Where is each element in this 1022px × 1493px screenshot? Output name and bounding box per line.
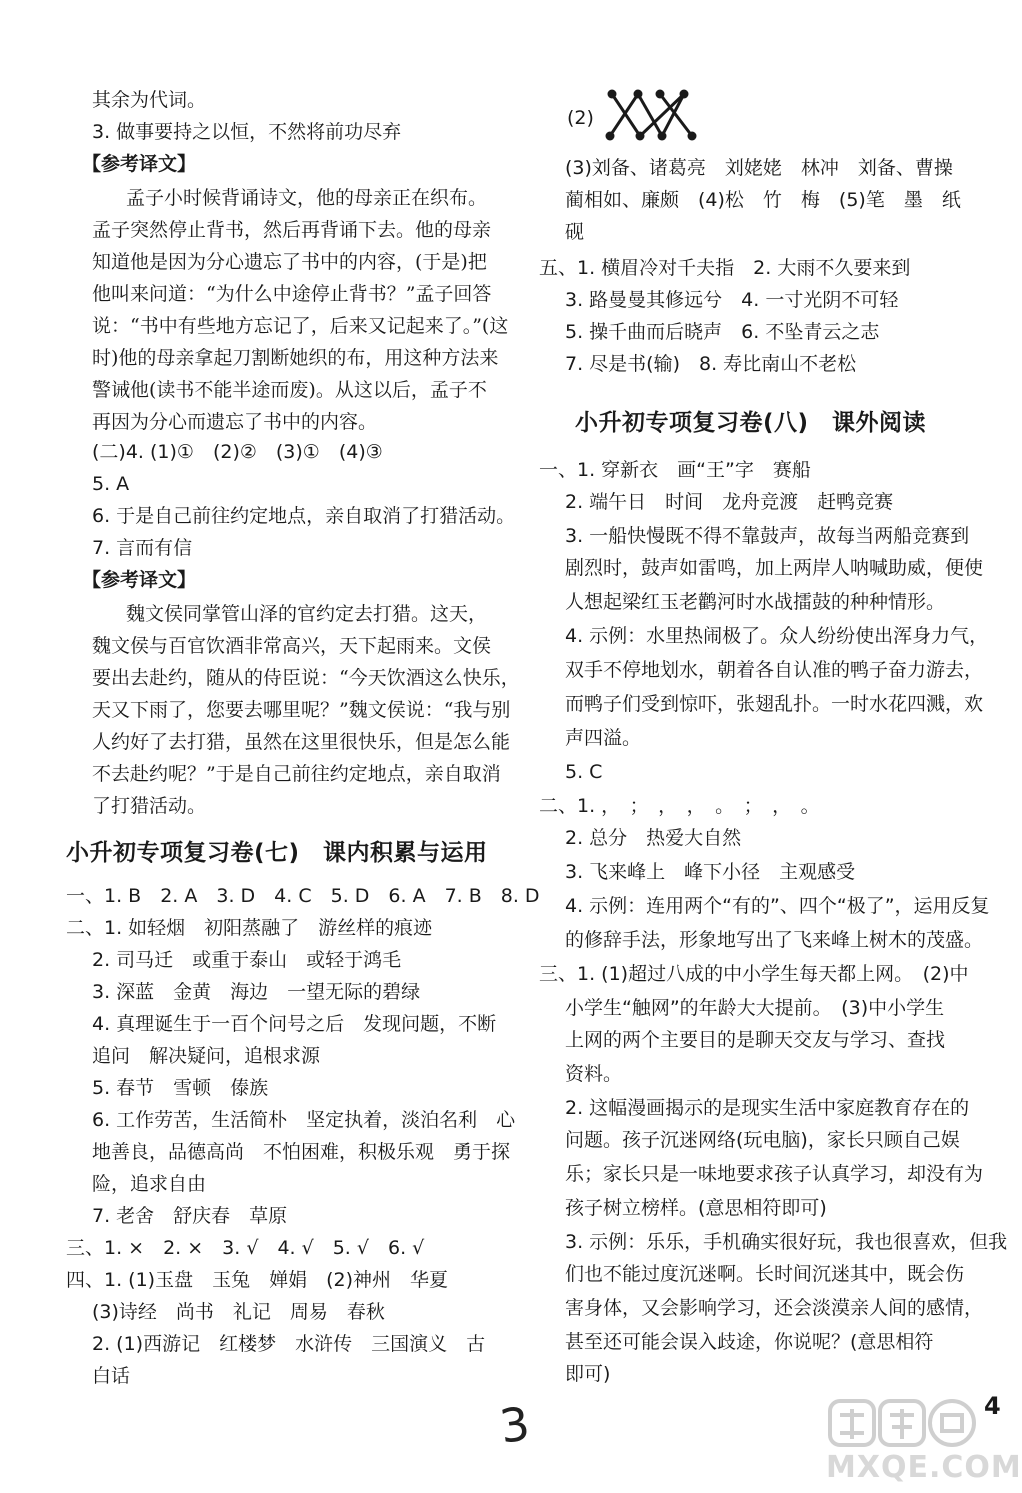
answer-line: 二、1. ， ； ， ， 。 ； ， 。 [539,795,820,817]
reference-translation-label: 【参考译文】 [82,569,197,591]
answer-line: (3)刘备、诸葛亮 刘姥姥 林冲 刘备、曹操 [565,157,953,179]
answer-line: 地善良，品德高尚 不怕困难，积极乐观 勇于探 [92,1141,511,1163]
answer-line: 4. 示例：连用两个“有的”、四个“极了”，运用反复 [565,895,990,917]
answer-line: 小学生“触网”的年龄大大提前。 (3)中小学生 [565,997,945,1019]
answer-line: 3. 深蓝 金黄 海边 一望无际的碧绿 [92,981,421,1003]
answer-line: 问题。孩子沉迷网络(玩电脑)，家长只顾自己娱 [565,1129,960,1151]
translation-line: 天又下雨了，您要去哪里呢？”魏文侯说：“我与别 [92,699,511,721]
answer-line: 5. A [92,473,130,495]
answer-line: 一、1. 穿新衣 画“王”字 赛船 [539,459,811,481]
translation-line: 魏文侯同掌管山泽的官约定去打猎。这天， [126,603,488,625]
answer-line: 4. 真理诞生于一百个问号之后 发现问题，不断 [92,1013,497,1035]
translation-line: 要出去赴约，随从的侍臣说：“今天饮酒这么快乐， [92,667,520,689]
answer-line: 的修辞手法，形象地写出了飞来峰上树木的茂盛。 [565,929,984,951]
answer-line: 害身体，又会影响学习，还会淡漠亲人间的感情， [565,1297,984,1319]
answer-line: 白话 [92,1365,131,1387]
answer-line: (二)4. (1)① (2)② (3)① (4)③ [92,441,383,463]
translation-line: 魏文侯与百官饮酒非常高兴，天下起雨来。文侯 [92,635,492,657]
answer-line: 5. C [565,761,603,783]
answer-line: 孩子树立榜样。(意思相符即可) [565,1197,827,1219]
translation-line: 他叫来问道：“为什么中途停止背书？”孟子回答 [92,283,492,305]
answer-line: 二、1. 如轻烟 初阳蒸融了 游丝样的痕迹 [66,917,433,939]
translation-line: 警诫他(读书不能半途而废)。从这以后，孟子不 [92,379,487,401]
answer-line: 3. 一船快慢既不得不靠鼓声，故每当两船竞赛到 [565,525,970,547]
answer-line: 剧烈时，鼓声如雷鸣，加上两岸人呐喊助威，便使 [565,557,984,579]
answer-line: 2. 这幅漫画揭示的是现实生活中家庭教育存在的 [565,1097,970,1119]
answer-line: 2. 端午日 时间 龙舟竞渡 赶鸭竞赛 [565,491,894,513]
answer-line: 7. 老舍 舒庆春 草原 [92,1205,288,1227]
answer-line: 而鸭子们受到惊吓，张翅乱扑。一时水花四溅，欢 [565,693,984,715]
answer-line: 6. 于是自己前往约定地点，亲自取消了打猎活动。 [92,505,516,527]
answer-line: 7. 言而有信 [92,537,193,559]
answer-line: 2. 司马迁 或重于泰山 或轻于鸿毛 [92,949,402,971]
watermark-logo-icon [828,1395,978,1451]
translation-line: 说：“书中有些地方忘记了，后来又记起来了。”(这 [92,315,509,337]
answer-line: 6. 工作劳苦，生活简朴 坚定执着，淡泊名利 心 [92,1109,516,1131]
answer-line: 声四溢。 [565,727,642,749]
answer-line: 双手不停地划水，朝着各自认准的鸭子奋力游去， [565,659,984,681]
answer-line: 一、1. B 2. A 3. D 4. C 5. D 6. A 7. B 8. D [66,885,540,907]
text-line: 其余为代词。 [92,89,207,111]
answer-line: 5. 春节 雪顿 傣族 [92,1077,269,1099]
translation-line: 时)他的母亲拿起刀割断她织的布，用这种方法来 [92,347,499,369]
answer-line: 甚至还可能会误入歧途，你说呢？(意思相符 [565,1331,934,1353]
section-title-7: 小升初专项复习卷(七) 课内积累与运用 [66,840,488,866]
answer-line: 3. 路曼曼其修远兮 4. 一寸光阴不可轻 [565,289,899,311]
answer-line: 们也不能过度沉迷啊。长时间沉迷其中，既会伤 [565,1263,965,1285]
answer-line: 蔺相如、廉颇 (4)松 竹 梅 (5)笔 墨 纸 [565,189,961,211]
matching-label: (2) [567,107,594,129]
translation-line: 再因为分心而遗忘了书中的内容。 [92,411,378,433]
answer-line: 人想起梁红玉老鹳河时水战擂鼓的种种情形。 [565,591,946,613]
answer-line: 三、1. × 2. × 3. √ 4. √ 5. √ 6. √ [66,1237,425,1259]
translation-line: 知道他是因为分心遗忘了书中的内容，(于是)把 [92,251,487,273]
answer-line: 7. 尽是书(输) 8. 寿比南山不老松 [565,353,857,375]
answer-line: 3. 飞来峰上 峰下小径 主观感受 [565,861,856,883]
section-title-8: 小升初专项复习卷(八) 课外阅读 [575,410,927,436]
translation-line: 孟子小时候背诵诗文，他的母亲正在织布。 [126,187,488,209]
answer-line: 3. 做事要持之以恒，不然将前功尽弃 [92,121,402,143]
answer-line: 4. 示例：水里热闹极了。众人纷纷使出浑身力气， [565,625,989,647]
matching-lines-diagram [602,88,712,144]
answer-line: 五、1. 横眉冷对千夫指 2. 大雨不久要来到 [539,257,911,279]
answer-line: 砚 [565,221,585,243]
answer-line: 3. 示例：乐乐，手机确实很好玩，我也很喜欢，但我 [565,1231,1008,1253]
translation-line: 不去赴约呢？”于是自己前往约定地点，亲自取消 [92,763,501,785]
page-number: 4 [984,1392,1001,1420]
answer-line: 资料。 [565,1063,623,1085]
translation-line: 孟子突然停止背书，然后再背诵下去。他的母亲 [92,219,492,241]
answer-line: 四、1. (1)玉盘 玉兔 婵娟 (2)神州 华夏 [66,1269,448,1291]
answer-line: 险，追求自由 [92,1173,207,1195]
answer-line: 上网的两个主要目的是聊天交友与学习、查找 [565,1029,946,1051]
answer-line: 即可) [565,1363,611,1385]
answer-line: 2. 总分 热爱大自然 [565,827,742,849]
answer-line: 5. 操千曲而后晓声 6. 不坠青云之志 [565,321,880,343]
answer-line: 乐；家长只是一味地要求孩子认真学习，却没有为 [565,1163,984,1185]
answer-line: (3)诗经 尚书 礼记 周易 春秋 [92,1301,385,1323]
watermark-url: MXQE.COM [826,1450,1022,1485]
translation-line: 人约好了去打猎，虽然在这里很快乐，但是怎么能 [92,731,511,753]
translation-line: 了打猎活动。 [92,795,207,817]
answer-line: 三、1. (1)超过八成的中小学生每天都上网。 (2)中 [539,963,969,985]
handwritten-mark: 3 [496,1396,533,1454]
answer-line: 追问 解决疑问，追根求源 [92,1045,321,1067]
reference-translation-label: 【参考译文】 [82,153,197,175]
answer-line: 2. (1)西游记 红楼梦 水浒传 三国演义 古 [92,1333,486,1355]
